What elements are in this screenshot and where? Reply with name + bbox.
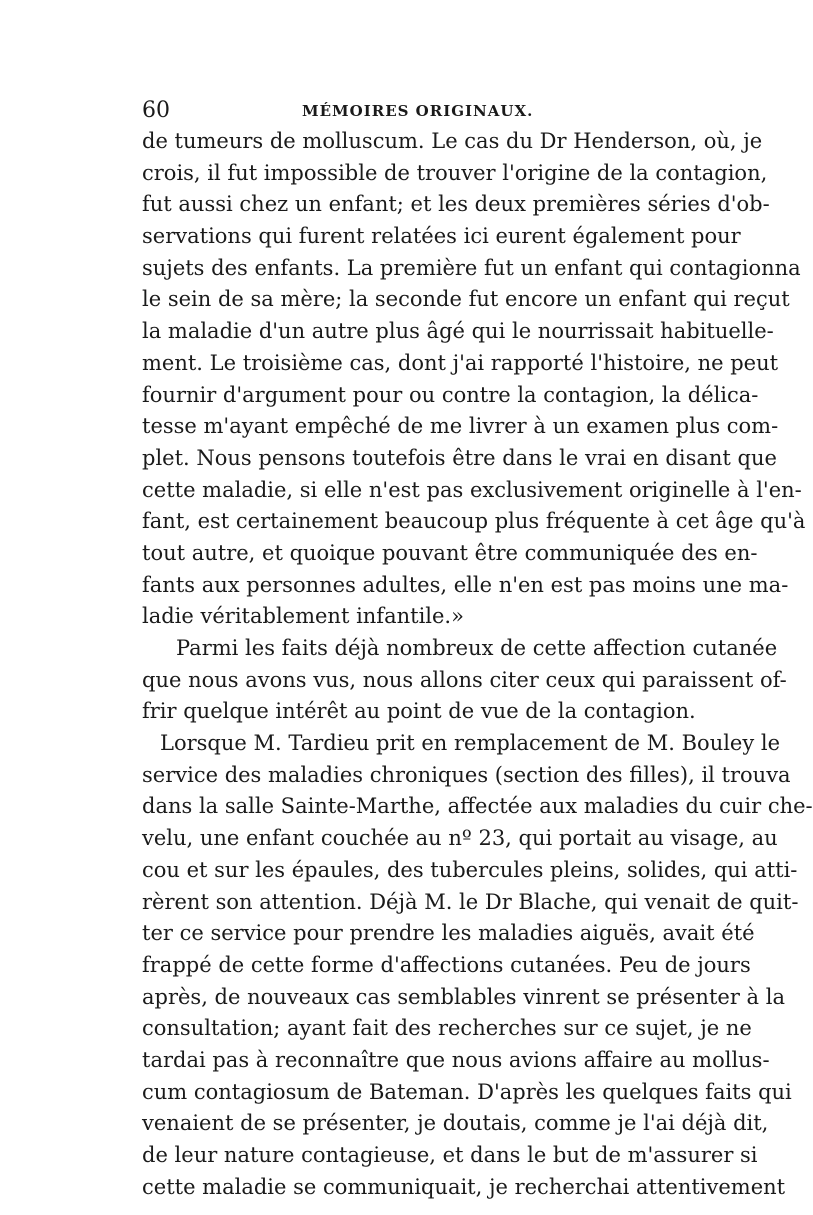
text-line: venaient de se présenter, je doutais, comme je l'ai déjà dit,	[142, 1111, 769, 1136]
text-line: que nous avons vus, nous allons citer ceux qui paraissent of-	[142, 667, 787, 692]
text-line: fut aussi chez un enfant; et les deux premières séries d'ob-	[142, 192, 770, 217]
text-line: fournir d'argument pour ou contre la contagion, la délica-	[142, 382, 759, 407]
text-line: de leur nature contagieuse, et dans le but de m'assurer si	[142, 1143, 758, 1167]
text-line: cum contagiosum de Bateman. D'après les quelques faits qui	[142, 1079, 792, 1104]
paragraph-start-line: Lorsque M. Tardieu prit en remplacement de M. Bouley le	[160, 731, 781, 756]
running-head: MÉMOIRES ORIGINAUX.	[302, 102, 534, 120]
text-line: après, de nouveaux cas semblables vinrent se présenter à la	[142, 984, 785, 1009]
text-line: tardai pas à reconnaître que nous avions affaire au mollus-	[142, 1047, 770, 1072]
text-line: velu, une enfant couchée au nº 23, qui portait au visage, au	[142, 826, 778, 851]
paragraph-start-line: Parmi les faits déjà nombreux de cette affection cutanée	[176, 636, 778, 660]
text-line: service des maladies chroniques (section des filles), il trouva	[142, 762, 791, 787]
text-line: plet. Nous pensons toutefois être dans le vrai en disant que	[142, 445, 777, 470]
paragraph-end-line: ladie véritablement infantile.»	[142, 604, 464, 629]
text-line: tout autre, et quoique pouvant être communiquée des en-	[142, 540, 758, 565]
text-line: la maladie d'un autre plus âgé qui le nourrissait habituelle-	[142, 319, 774, 344]
text-line: fant, est certainement beaucoup plus fréquente à cet âge qu'à	[142, 509, 806, 534]
text-line: ter ce service pour prendre les maladies aiguës, avait été	[142, 921, 755, 946]
text-line: crois, il fut impossible de trouver l'origine de la contagion,	[142, 160, 768, 185]
text-line: consultation; ayant fait des recherches sur ce sujet, je ne	[142, 1016, 752, 1041]
body-text	[142, 126, 813, 1203]
text-line: tesse m'ayant empêché de me livrer à un examen plus com-	[142, 414, 779, 439]
text-line: le sein de sa mère; la seconde fut encore un enfant qui reçut	[142, 287, 790, 312]
text-line: cette maladie se communiquait, je recherchai attentivement	[142, 1174, 786, 1199]
text-line: dans la salle Sainte-Marthe, affectée aux maladies du cuir che-	[142, 794, 813, 819]
text-line: ment. Le troisième cas, dont j'ai rapporté l'histoire, ne peut	[142, 350, 779, 375]
text-line: frappé de cette forme d'affections cutanées. Peu de jours	[142, 952, 751, 977]
text-line: fants aux personnes adultes, elle n'en est pas moins une ma-	[142, 572, 789, 597]
text-line: servations qui furent relatées ici eurent également pour	[142, 224, 741, 249]
page-number: 60	[142, 98, 170, 123]
page-header	[142, 98, 672, 128]
text-line: cou et sur les épaules, des tubercules pleins, solides, qui atti-	[142, 857, 798, 882]
text-line: rèrent son attention. Déjà M. le Dr Blache, qui venait de quit-	[142, 889, 799, 914]
text-line: cette maladie, si elle n'est pas exclusivement originelle à l'en-	[142, 477, 802, 502]
paragraph-end-line: frir quelque intérêt au point de vue de la contagion.	[142, 699, 696, 724]
text-line: sujets des enfants. La première fut un enfant qui contagionna	[142, 255, 801, 280]
text-line: de tumeurs de molluscum. Le cas du Dr Henderson, où, je	[142, 129, 763, 153]
